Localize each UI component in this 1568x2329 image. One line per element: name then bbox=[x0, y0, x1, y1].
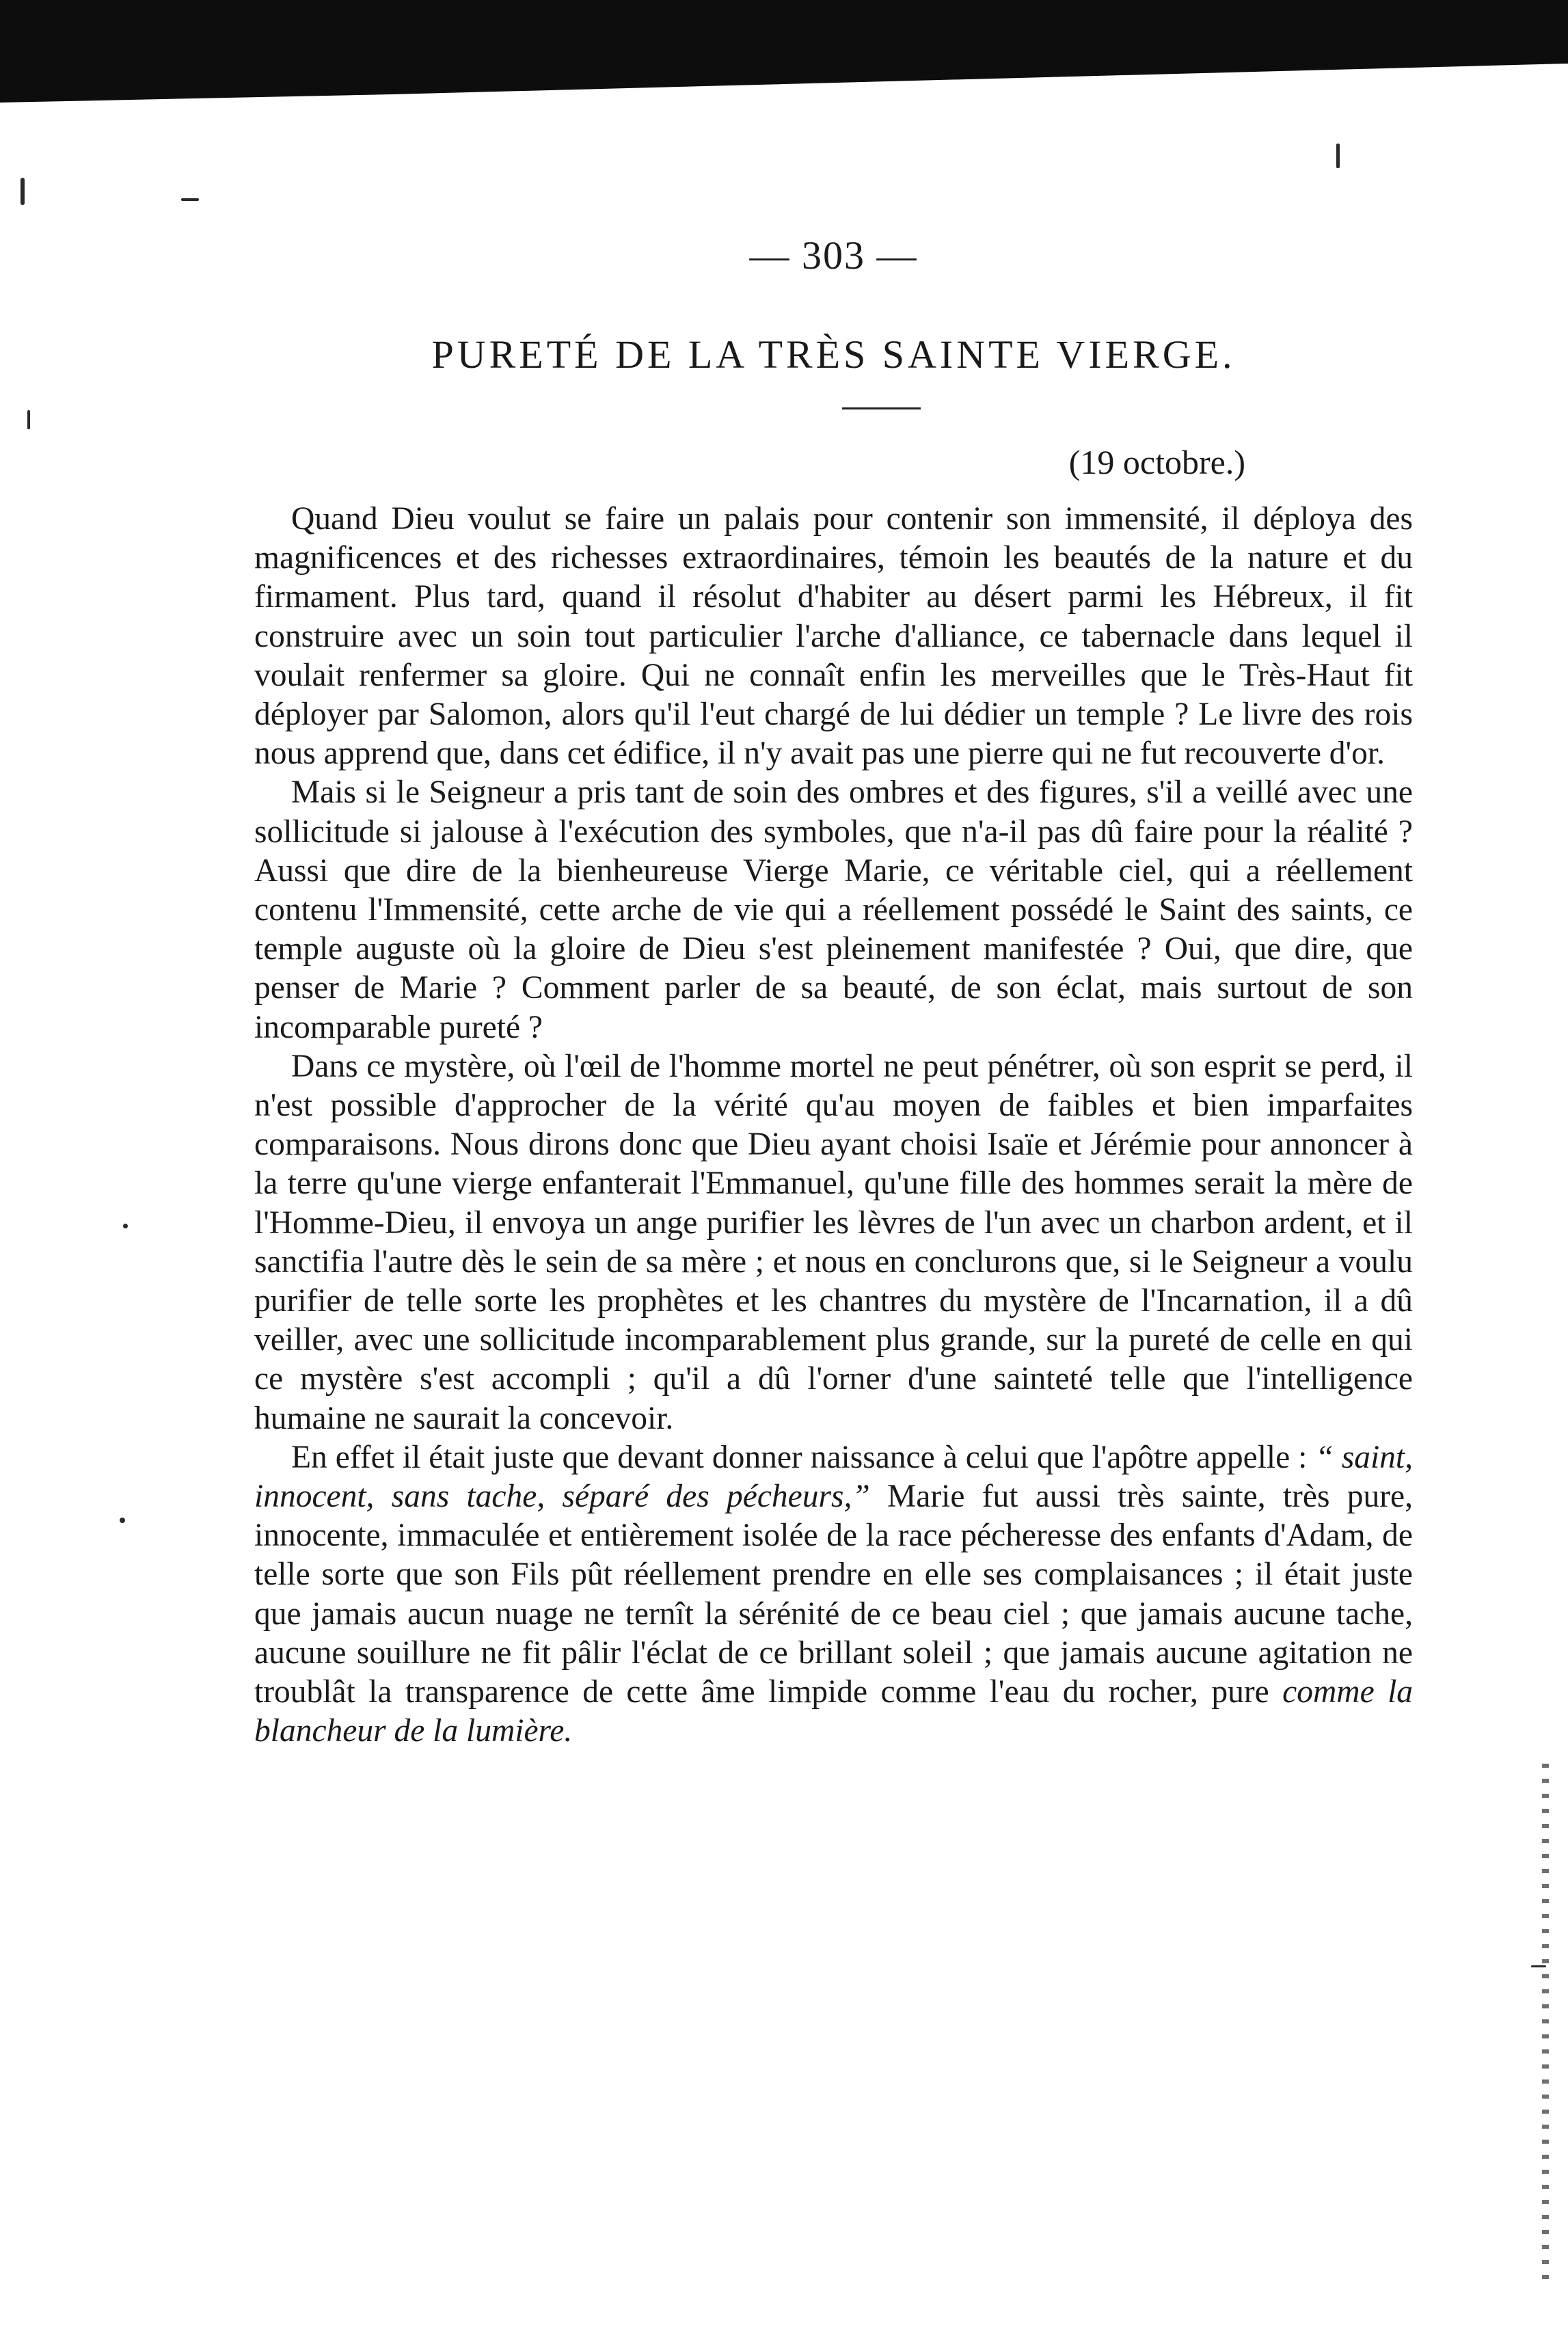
paragraph-text: Marie fut aussi très sainte, très pure, innocente, immaculée et entièrement isolée de la race pécheresse des enfants d'Adam, de telle sorte que son Fils pût réellement prendre en elle ses complaisances ; il était juste que jamais aucun nuage ne ternît la sérénité de ce beau ciel ; que jamais aucune tache, aucune souillure ne fit pâlir l'éclat de ce brillant soleil ; que jamais aucune agitation ne troublât la transparence de cette âme limpide comme l'eau du rocher, bbox=[254, 1479, 1413, 1710]
scan-speck bbox=[27, 410, 30, 429]
scan-edge-noise bbox=[1542, 1764, 1549, 2283]
scan-speck bbox=[120, 1518, 125, 1523]
scan-speck bbox=[181, 198, 199, 201]
scripture-quote: “ saint, innocent, sans tache, séparé des pécheurs,” bbox=[254, 1439, 1413, 1515]
paragraph: Quand Dieu voulut se faire un palais pour contenir son immensité, il déploya des magnificences et des richesses extraordinaires, témoin les beautés de la nature et du firmament. Plus tard, quand il résolut d'habiter au désert parmi les Hébreux, il fit construire avec un soin tout particulier l'arche d'alliance, ce tabernacle dans lequel il voulait renfermer sa gloire. Qui ne connaît enfin les merveilles que le Très-Haut fit déployer par Salomon, alors qu'il l'eut chargé de lui dédier un temple ? Le livre des rois nous apprend que, dans cet édifice, il n'y avait pas une pierre qui ne fut recouverte d'or. bbox=[254, 501, 1413, 772]
scan-speck bbox=[1336, 144, 1340, 168]
scan-speck bbox=[21, 178, 25, 205]
paragraph bbox=[254, 1438, 1413, 1751]
page-number: — 303 — bbox=[749, 233, 918, 278]
scripture-quote: comme la blancheur de la lumière. bbox=[254, 1674, 1414, 1749]
chapter-title: PURETÉ DE LA TRÈS SAINTE VIERGE. bbox=[431, 332, 1236, 377]
scan-dark-border bbox=[0, 0, 1568, 103]
book-page bbox=[254, 232, 1413, 1751]
scan-speck bbox=[123, 1224, 128, 1228]
paragraph-text: pure bbox=[1211, 1674, 1283, 1710]
paragraph: Dans ce mystère, où l'œil de l'homme mortel ne peut pénétrer, où son esprit se perd, il n'est possible d'approcher de la vérité qu'au moyen de faibles et bien imparfaites comparaisons. Nous dirons donc que Dieu ayant choisi Isaïe et Jérémie pour annoncer à la terre qu'une vierge enfanterait l'Emmanuel, qu'une fille des hommes serait la mère de l'Homme-Dieu, il envoya un ange purifier les lèvres de l'un avec un charbon ardent, et il sanctifia l'autre dès le sein de sa mère ; et nous en conclurons que, si le Seigneur a voulu purifier de telle sorte les prophètes et les chantres du mystère de l'Incarnation, il a dû veiller, avec une sollicitude incomparablement plus grande, sur la pureté de celle en qui ce mystère s'est accompli ; qu'il a dû l'orner d'une sainteté telle que l'intelligence humaine ne saurait la concevoir. bbox=[254, 1048, 1413, 1436]
chapter-date: (19 octobre.) bbox=[1068, 443, 1245, 481]
paragraph: Mais si le Seigneur a pris tant de soin des ombres et des figures, s'il a veillé avec une sollicitude si jalouse à l'exécution des symboles, que n'a-il pas dû faire pour la réalité ? Aussi que dire de la bienheureuse Vierge Marie, ce véritable ciel, qui a réellement contenu l'Immensité, cette arche de vie qui a réellement possédé le Saint des saints, ce temple auguste où la gloire de Dieu s'est pleinement manifestée ? Oui, que dire, que penser de Marie ? Comment parler de sa beauté, de son éclat, mais surtout de son incomparable pureté ? bbox=[254, 775, 1413, 1045]
title-divider bbox=[842, 407, 921, 409]
paragraph-text: En effet il était juste que devant donner naissance à celui que l'apôtre appelle : bbox=[291, 1439, 1316, 1475]
